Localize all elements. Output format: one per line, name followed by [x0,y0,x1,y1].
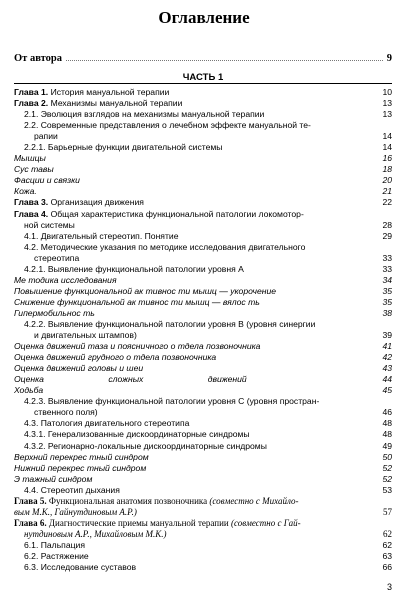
part-rule-top [14,83,392,84]
toc-entry-page: 13 [382,98,392,109]
toc-entry-page: 57 [383,506,392,517]
toc-entry-page: 35 [382,296,392,307]
toc-entry[interactable] [14,551,392,562]
toc-entry-text: 6.1. Пальпация [24,539,85,550]
part-heading: ЧАСТЬ 1 [182,72,224,83]
toc-entry-text: Общая характеристика функциональной патологии локомотор- [50,208,304,219]
toc-entry[interactable] [14,98,392,109]
toc-entry-page: 63 [382,550,392,561]
chapter-number: Глава 3. [14,197,49,208]
toc-entry-text: Кожа. [14,186,37,197]
toc-entry[interactable] [14,374,392,385]
toc-entry-page: 66 [382,562,392,573]
toc-entry[interactable] [14,319,392,341]
toc-entry-page: 49 [382,440,392,451]
toc-entry-text: 4.2.2. Выявление функциональной патологии уровня В (уровня синергии [24,318,316,329]
toc-entry-text: 4.2.3. Выявление функциональной патологии уровня С (уровня простран- [24,396,320,407]
toc-entry[interactable] [14,120,392,142]
toc-entry-page: 38 [382,307,392,318]
toc-entry[interactable] [14,164,392,175]
toc-entry-continuation: стереотипа [34,252,80,263]
chapter-number: Глава 6. [14,517,47,528]
toc-entry-page: 28 [382,219,392,230]
toc-entry-continuation: нутдиновым А.Р., Михайловым М.К.) [24,528,167,539]
toc-entry-text: 2.2. Современные представления о лечебном эффекте мануальной те- [24,120,311,131]
toc-entry-text: Сус тавы [14,164,54,175]
toc-entry[interactable] [14,452,392,463]
toc-entry[interactable] [14,352,392,363]
toc-entry-text: Снижение функциональной ак тивнос ти мышц — вялос ть [14,296,260,307]
toc-entry-page: 13 [382,109,392,120]
chapter-number: Глава 5. [14,495,47,506]
toc-entry[interactable] [14,197,392,208]
toc-entry-page: 14 [382,131,392,142]
toc-entry[interactable] [14,363,392,374]
page-number: 3 [386,582,392,592]
toc-entry-text: Нижний перекрес тный синдром [14,462,147,473]
toc-entry-page: 34 [382,274,392,285]
toc-entry-page: 41 [382,341,392,352]
toc-entry-author[interactable] [14,52,392,66]
toc-entry-text: Ме тодика исследования [14,274,117,285]
toc-entry-text: 4.2. Методические указания по методике исследования двигательного [24,241,306,252]
toc-entry-continuation: и двигательных штампов) [34,330,137,341]
toc-entry-continuation: ственного поля) [34,407,98,418]
toc-entry-text: 4.3. Патология двигательного стереотипа [24,418,190,429]
toc-entry-text: 2.2.1. Барьерные функции двигательной системы [24,142,223,153]
toc-entry[interactable] [14,441,392,452]
toc-entry[interactable] [14,186,392,197]
toc-entry[interactable] [14,242,392,264]
toc-entry-page: 33 [382,252,392,263]
toc-entry-text: 2.1. Эволюция взглядов на механизмы мануальной терапии [24,109,265,120]
toc-entry[interactable] [14,231,392,242]
toc-entry-page: 46 [382,407,392,418]
toc-entry-text: Оценка движений грудного о тдела позвоночника [14,352,217,363]
toc-entry-page: 48 [382,429,392,440]
toc-entry-text: 4.1. Двигательный стереотип. Понятие [24,230,179,241]
toc-entry-text: 4.4. Стереотип дыхания [24,484,120,495]
toc-entry-page: 45 [382,385,392,396]
toc-entry[interactable] [14,396,392,418]
toc-entry[interactable] [14,308,392,319]
toc-entry-continuation: вым М.К., Гайнутдиновым А.Р.) [14,506,137,517]
toc-entry-text: Верхний перекрес тный синдром [14,451,149,462]
toc-entry-page: 35 [382,285,392,296]
toc-entry[interactable] [14,264,392,275]
toc-entry-page: 50 [382,451,392,462]
toc-entry-page: 9 [386,53,392,64]
toc-entry[interactable] [14,485,392,496]
toc-entry[interactable] [14,275,392,286]
toc-entry-text: Функциональная анатомия позвоночника [48,495,208,506]
toc-entry-page: 42 [382,352,392,363]
toc-entry[interactable] [14,562,392,573]
toc-entry[interactable] [14,418,392,429]
toc-entry-page: 29 [382,230,392,241]
toc-entry-continuation: рапии [34,131,58,142]
toc-entry-page: 52 [382,473,392,484]
toc-entry-text: Ходьба [14,385,44,396]
toc-entry[interactable] [14,463,392,474]
toc-entry-text: 4.2.1. Выявление функциональной патологии уровня А [24,263,244,274]
toc-entry[interactable] [14,175,392,186]
toc-entry-continuation: ной системы [24,219,75,230]
toc-entry-text: 6.2. Растяжение [24,550,89,561]
toc-entry-text: Гипермобильнос ть [14,307,95,318]
toc-entry-page: 10 [382,87,392,97]
toc-entry-page: 48 [382,418,392,429]
toc-entry-text: Оценка движений головы и шеи [14,363,144,374]
toc-entry-note: (совместно с Гай- [230,517,301,528]
toc-entry-page: 16 [382,153,392,164]
toc-entry-text: Э тажный синдром [14,473,93,484]
toc-entry-page: 44 [382,374,392,385]
toc-entry[interactable] [14,297,392,308]
toc-entry-page: 39 [382,330,392,341]
toc-entry[interactable] [14,142,392,153]
toc-entry[interactable] [14,429,392,440]
toc-entry-text: Повышение функциональной ак тивнос ти мышц — укорочение [14,285,277,296]
toc-entry[interactable] [14,385,392,396]
page-title: Оглавление [158,8,250,27]
toc-entry-text: История мануальной терапии [50,87,170,97]
toc-entry[interactable] [14,87,392,98]
toc-entry[interactable] [14,540,392,551]
toc-entry-page: 52 [382,462,392,473]
toc-entry[interactable] [14,518,392,540]
toc-entry-page: 14 [382,142,392,153]
toc-entry-text: Диагностические приемы мануальной терапии [48,517,229,528]
toc-entry[interactable] [14,109,392,120]
toc-entry-text: 4.3.1. Генерализованные дискоординаторные синдромы [24,429,250,440]
toc-list [14,87,392,573]
chapter-number: Глава 2. [14,98,49,109]
toc-entry[interactable] [14,286,392,297]
toc-entry-page: 18 [382,164,392,175]
toc-entry-text: Механизмы мануальной терапии [50,98,183,109]
chapter-number: Глава 4. [14,208,49,219]
toc-entry-note: (совместно с Михайло- [209,495,299,506]
toc-entry-text: Фасции и связки [14,175,80,186]
toc-entry-label: От автора [14,53,62,64]
toc-entry-page: 62 [383,528,392,539]
toc-entry-page: 20 [382,175,392,186]
toc-entry-text: 6.3. Исследование суставов [24,562,137,573]
toc-entry-page: 21 [382,186,392,197]
toc-entry-text: 4.3.2. Регионарно-локальные дискоординаторные синдромы [24,440,267,451]
toc-entry-text: Оценка движений таза и поясничного о тдела позвоночника [14,341,261,352]
toc-entry[interactable] [14,474,392,485]
toc-entry-page: 62 [382,539,392,550]
toc-entry[interactable] [14,209,392,231]
toc-entry-text: Оценка сложных движений [14,374,247,385]
toc-entry-page: 43 [382,363,392,374]
toc-entry[interactable] [14,496,392,518]
dot-leader [66,52,383,61]
toc-entry-page: 22 [382,197,392,208]
toc-entry-text: Организация движения [50,197,144,208]
toc-entry-page: 33 [382,263,392,274]
toc-entry-text: Мышцы [14,153,46,164]
toc-entry[interactable] [14,341,392,352]
toc-entry-page: 53 [382,484,392,495]
toc-entry[interactable] [14,153,392,164]
chapter-number: Глава 1. [14,87,49,97]
